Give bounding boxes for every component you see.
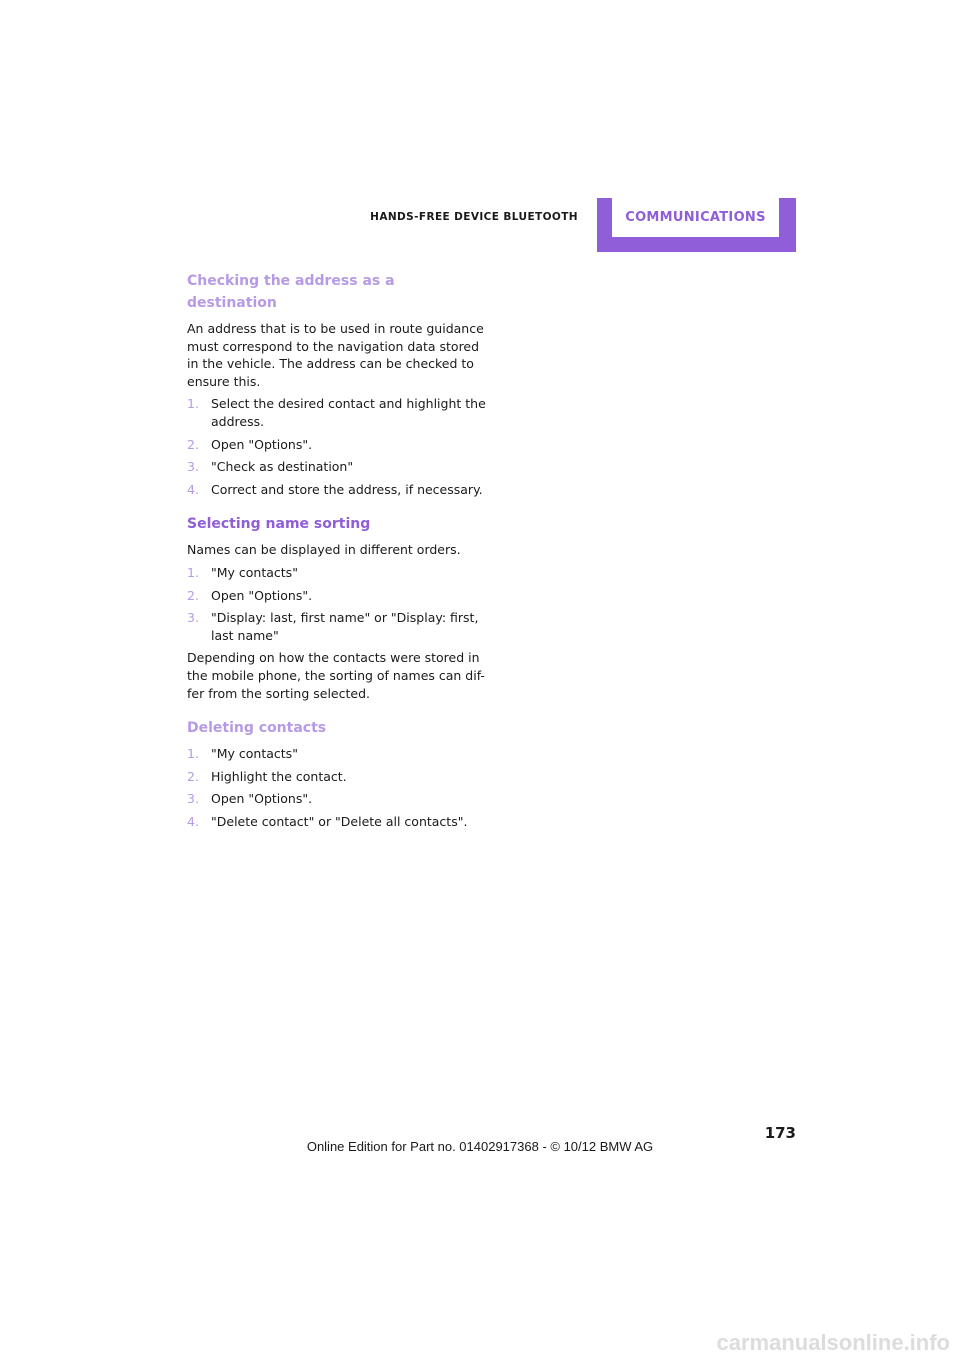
watermark: carmanualsonline.info bbox=[716, 1330, 950, 1355]
step-number: 4. bbox=[187, 813, 199, 829]
list-item bbox=[187, 587, 487, 605]
section-heading: Deleting contacts bbox=[187, 720, 327, 737]
list-item bbox=[187, 481, 487, 499]
step-number: 1. bbox=[187, 396, 199, 412]
page-content bbox=[187, 270, 487, 835]
step-text: Select the desired contact and highlight the address. bbox=[211, 396, 486, 429]
step-number: 3. bbox=[187, 610, 199, 626]
section-note: Depending on how the contacts were stored in the mobile phone, the sorting of names can dif-fer from the sorting selected. bbox=[187, 650, 485, 701]
step-number: 4. bbox=[187, 481, 199, 497]
running-header bbox=[300, 211, 578, 223]
list-item bbox=[187, 790, 487, 808]
step-number: 2. bbox=[187, 768, 199, 784]
section-heading: Checking the address as a destination bbox=[187, 273, 395, 311]
footer-edition: Online Edition for Part no. 01402917368 - © 10/12 BMW AG bbox=[306, 1139, 654, 1154]
section-intro: An address that is to be used in route guidance must correspond to the navigation data stored in the vehicle. The address can be checked to ensure this. bbox=[187, 321, 484, 389]
list-item bbox=[187, 609, 487, 644]
step-text: "My contacts" bbox=[211, 564, 298, 580]
step-number: 2. bbox=[187, 436, 199, 452]
step-number: 3. bbox=[187, 791, 199, 807]
section-intro: Names can be displayed in different orders. bbox=[187, 542, 461, 558]
chapter-tab-inner bbox=[612, 198, 779, 237]
page-number: 173 bbox=[764, 1124, 796, 1142]
list-item bbox=[187, 436, 487, 454]
step-text: "My contacts" bbox=[211, 746, 298, 762]
step-text: Open "Options". bbox=[211, 791, 313, 807]
step-text: Open "Options". bbox=[211, 436, 313, 452]
step-number: 1. bbox=[187, 746, 199, 762]
chapter-tab bbox=[597, 198, 796, 252]
step-text: "Delete contact" or "Delete all contacts". bbox=[211, 813, 468, 829]
list-item bbox=[187, 564, 487, 582]
running-header-text: HANDS-FREE DEVICE BLUETOOTH bbox=[370, 211, 578, 223]
steps-list bbox=[187, 564, 487, 644]
list-item bbox=[187, 395, 487, 430]
step-text: Open "Options". bbox=[211, 587, 313, 603]
step-number: 1. bbox=[187, 564, 199, 580]
list-item bbox=[187, 813, 487, 831]
step-text: "Check as destination" bbox=[211, 459, 354, 475]
list-item bbox=[187, 745, 487, 763]
list-item bbox=[187, 768, 487, 786]
chapter-tab-label: COMMUNICATIONS bbox=[625, 210, 766, 225]
steps-list bbox=[187, 395, 487, 498]
step-number: 3. bbox=[187, 459, 199, 475]
step-text: Correct and store the address, if necessary. bbox=[211, 481, 483, 497]
section-check-destination bbox=[187, 270, 487, 498]
section-name-sorting bbox=[187, 513, 487, 702]
step-number: 2. bbox=[187, 587, 199, 603]
steps-list bbox=[187, 745, 487, 830]
section-heading: Selecting name sorting bbox=[187, 516, 371, 533]
list-item bbox=[187, 458, 487, 476]
section-deleting-contacts bbox=[187, 717, 487, 830]
step-text: "Display: last, first name" or "Display: first, last name" bbox=[211, 610, 479, 643]
step-text: Highlight the contact. bbox=[211, 768, 347, 784]
